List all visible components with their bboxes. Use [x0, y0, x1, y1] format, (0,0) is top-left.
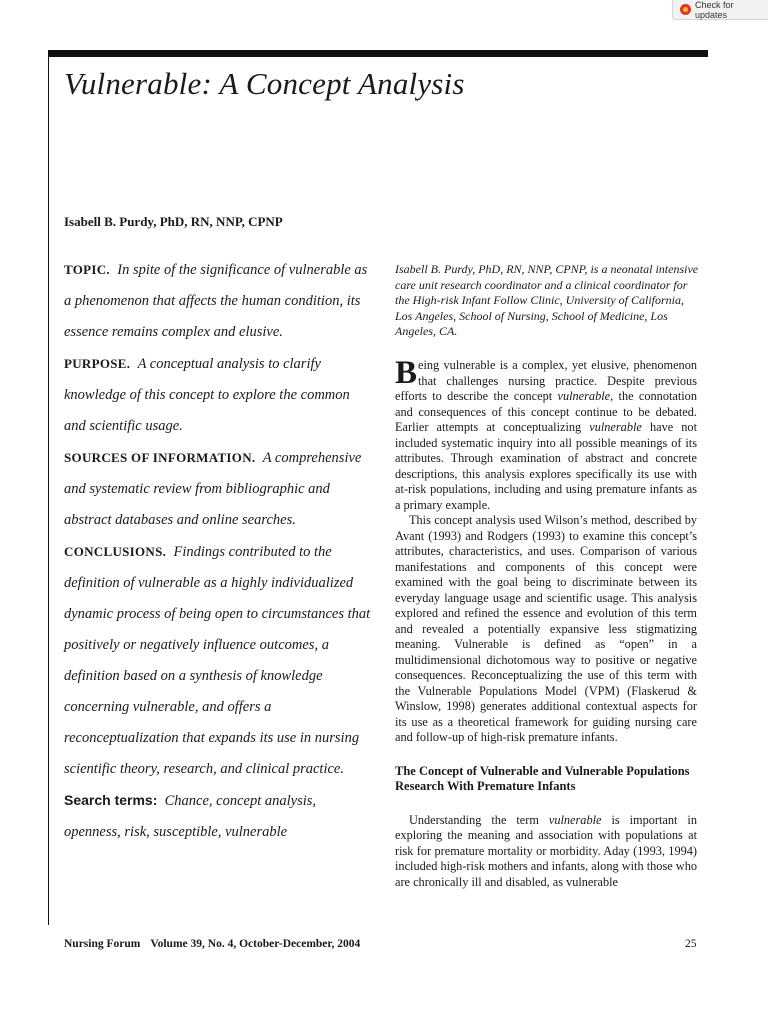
abstract-search-terms: [64, 785, 374, 848]
sources-text: A comprehensive and systematic review from bibliographic and abstract databases and online searches.: [64, 450, 362, 528]
author-affiliation: Isabell B. Purdy, PhD, RN, NNP, CPNP, is a neonatal intensive care unit research coordinator and a clinical coordinator for the High-risk Infant Follow Clinic, University of California, Los Angeles, School of Nursing, School of Medicine, Los Angeles, CA.: [395, 262, 699, 338]
body-text: have not included systematic inquiry into all possible meanings of its attributes. Through examination of abstract and concrete descriptions, this analysis explores specifically its use with at-risk populations, including and using premature infants as a primary example.: [395, 420, 697, 512]
page-number: 25: [685, 938, 697, 950]
body-text: eing vulnerable is a complex, yet elusive, phenomenon that challenges nursing practice. Despite previous efforts to describe the concept: [395, 358, 697, 403]
conclusions-label: CONCLUSIONS.: [64, 544, 167, 559]
conclusions-text: Findings contributed to the definition of vulnerable as a highly individualized dynamic process of being open to circumstances that positively or negatively influence outcomes, a definition based on a synthesis of knowledge concerning vulnerable, and offers a reconceptualization that expands its use in nursing scientific theory, research, and clinical practice.: [64, 544, 371, 777]
article-title: Vulnerable: A Concept Analysis: [64, 66, 465, 101]
search-terms-label: Search terms:: [64, 792, 158, 808]
author-line: Isabell B. Purdy, PhD, RN, NNP, CPNP: [64, 214, 283, 229]
search-terms-text: Chance, concept analysis, openness, risk, susceptible, vulnerable: [64, 793, 317, 840]
check-updates-icon: [680, 4, 691, 15]
body-text: is important in exploring the meaning and association with populations at risk for premature mortality or morbidity. Aday (1993, 1994) included high-risk mothers and infants, along with those who are chronically ill and disabled, as vulnerable: [395, 812, 697, 889]
body-emphasis: vulnerable: [548, 812, 602, 827]
footer-citation: [64, 938, 360, 950]
abstract-purpose: [64, 348, 374, 442]
left-rule: [48, 57, 49, 925]
abstract: [64, 254, 374, 848]
body-paragraph-2: This concept analysis used Wilson’s method, described by Avant (1993) and Rodgers (1993) to examine this concept’s attributes, characteristics, and uses. Comparison of various manifestations and components of this concept were examined with the goal being to discriminate between its everyday language usage and scientific usage. This analysis explored and refined the essence and evolution of this term and revealed a potentially expansive less stigmatizing meaning. Vulnerable is defined as “open” in a multidimensional dichotomous way to positive or negative consequences. Reconceptualizing the use of this term with the Vulnerable Populations Model (VPM) (Flaskerud & Winslow, 1998) generates additional contextual aspects for its use as a theoretical framework for guiding nursing care and follow-up of high-risk premature infants.: [395, 513, 697, 744]
check-for-updates-label: Check for updates: [695, 0, 734, 20]
topic-text: In spite of the significance of vulnerable as a phenomenon that affects the human condition, its essence remains complex and elusive.: [64, 262, 368, 340]
top-rule: [48, 50, 708, 57]
body-emphasis: vulnerable: [589, 420, 642, 434]
body-text: Understanding the term: [409, 812, 549, 827]
abstract-conclusions: [64, 536, 374, 785]
journal-name: Nursing Forum: [64, 938, 141, 950]
body-paragraph-1: [395, 355, 697, 513]
body-text: the connotation and consequences of this concept continue to be debated. Earlier attempts at conceptualizing: [395, 389, 697, 434]
purpose-label: PURPOSE.: [64, 356, 131, 371]
sources-label: SOURCES OF INFORMATION.: [64, 450, 256, 465]
body-paragraph-3: [395, 813, 697, 891]
section-heading: The Concept of Vulnerable and Vulnerable Populations Research With Premature Infants: [395, 763, 690, 793]
purpose-text: A conceptual analysis to clarify knowledge of this concept to explore the common and scientific usage.: [64, 356, 350, 434]
journal-volume: Volume 39, No. 4, October-December, 2004: [150, 938, 361, 950]
abstract-sources: [64, 442, 374, 536]
topic-label: TOPIC.: [64, 262, 110, 277]
drop-cap: B: [395, 355, 418, 391]
article-body: [395, 355, 697, 890]
abstract-topic: [64, 254, 374, 348]
check-for-updates-button[interactable]: [672, 0, 768, 20]
body-emphasis: vulnerable,: [557, 389, 614, 403]
